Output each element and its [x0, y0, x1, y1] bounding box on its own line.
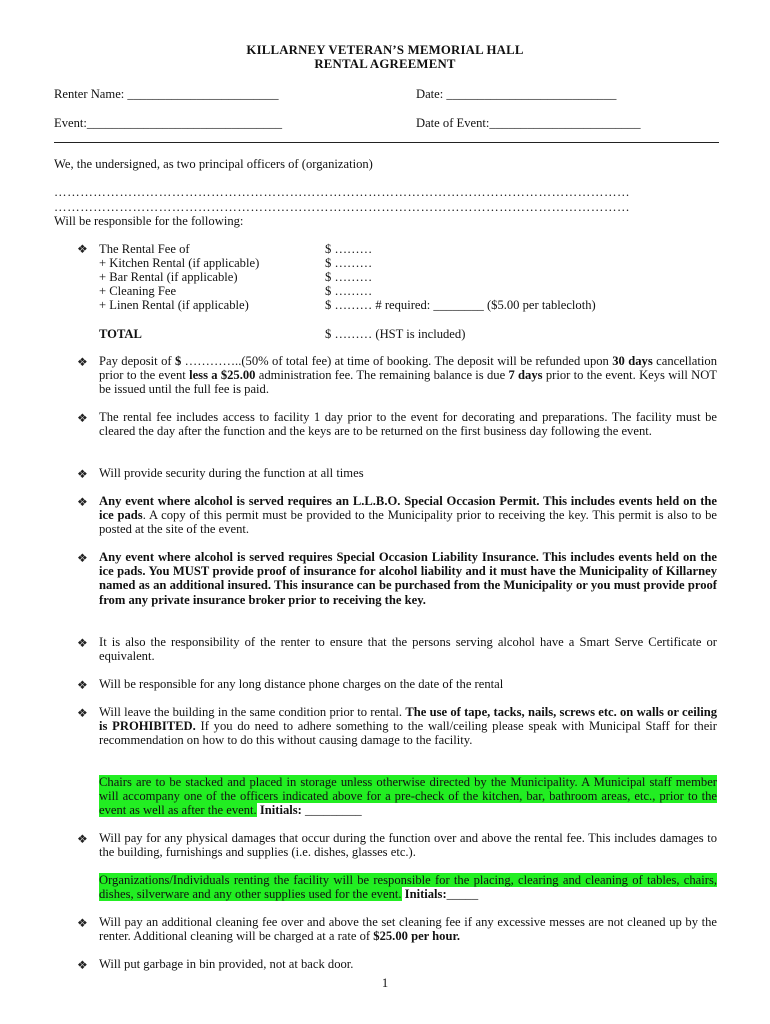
fee-label-bar: + Bar Rental (if applicable): [99, 270, 238, 284]
fee-amount-bar[interactable]: $ ………: [325, 270, 373, 284]
diamond-bullet-icon: ❖: [77, 411, 88, 425]
event-field[interactable]: Event:_______________________________: [54, 116, 283, 130]
organization-line-2[interactable]: ……………………………………………………………………………………………………………………: [54, 200, 631, 214]
condition-clause: Will leave the building in the same condition prior to rental. The use of tape, tacks, nails, screws etc. on walls or ceiling is PROHIBITED. If you do need to adhere something to the wall/ceiling please speak with Municipal Staff for their recommendation on how to do this without causing damage to the facility.: [99, 705, 717, 748]
organization-line-1[interactable]: ……………………………………………………………………………………………………………………: [54, 185, 631, 199]
diamond-bullet-icon: ❖: [77, 242, 88, 256]
security-clause: Will provide security during the function at all times: [99, 466, 364, 480]
diamond-bullet-icon: ❖: [77, 467, 88, 481]
diamond-bullet-icon: ❖: [77, 706, 88, 720]
access-clause: The rental fee includes access to facility 1 day prior to the event for decorating and preparations. The facility must be cleared the day after the function and the keys are to be returned on the first business day following the event.: [99, 410, 717, 439]
responsibility-line: Will be responsible for the following:: [54, 214, 244, 228]
intro-line: We, the undersigned, as two principal officers of (organization): [54, 157, 373, 171]
document-subtitle: RENTAL AGREEMENT: [314, 57, 456, 71]
fee-label-cleaning: + Cleaning Fee: [99, 284, 177, 298]
diamond-bullet-icon: ❖: [77, 958, 88, 972]
chairs-highlight: Chairs are to be stacked and placed in storage unless otherwise directed by the Municipality. A Municipal staff member will accompany one of the officers indicated above for a pre-check of the kitchen, bar, bathroom areas, etc., prior to the event as well as after the event.: [99, 775, 717, 818]
phone-clause: Will be responsible for any long distance phone charges on the date of the rental: [99, 677, 504, 691]
diamond-bullet-icon: ❖: [77, 832, 88, 846]
cleaning-clause: Organizations/Individuals renting the facility will be responsible for the placing, clearing and cleaning of tables, chairs, dishes, silverware and any other supplies used for the event. Initials:_____: [99, 873, 717, 902]
damages-clause: Will pay for any physical damages that occur during the function over and above the rental fee. This includes damages to the building, furnishings and supplies (i.e. dishes, glasses etc.).: [99, 831, 717, 860]
date-field[interactable]: Date: ___________________________: [416, 87, 617, 101]
fee-amount-cleaning[interactable]: $ ………: [325, 284, 373, 298]
fee-label-rental: The Rental Fee of: [99, 242, 190, 256]
fee-label-linen: + Linen Rental (if applicable): [99, 298, 249, 312]
llbo-permit-clause: Any event where alcohol is served requires an L.L.B.O. Special Occasion Permit. This includes events held on the ice pads. A copy of this permit must be provided to the Municipality prior to receiving the key. This permit is also to be posted at the site of the event.: [99, 494, 717, 537]
date-of-event-field[interactable]: Date of Event:________________________: [416, 116, 641, 130]
diamond-bullet-icon: ❖: [77, 551, 88, 565]
chairs-initials-field[interactable]: _________: [305, 803, 362, 818]
deposit-clause: Pay deposit of $ …………..(50% of total fee) at time of booking. The deposit will be refunded upon 30 days cancellation prior to the event less a $25.00 administration fee. The remaining balance is due 7 days prior to the event. Keys will NOT be issued until the full fee is paid.: [99, 354, 717, 397]
total-label: TOTAL: [99, 327, 142, 341]
fee-label-kitchen: + Kitchen Rental (if applicable): [99, 256, 260, 270]
smart-serve-clause: It is also the responsibility of the renter to ensure that the persons serving alcohol have a Smart Serve Certificate or equivalent.: [99, 635, 717, 664]
fee-amount-kitchen[interactable]: $ ………: [325, 256, 373, 270]
chairs-clause: Chairs are to be stacked and placed in storage unless otherwise directed by the Municipality. A Municipal staff member will accompany one of the officers indicated above for a pre-check of the kitchen, bar, bathroom areas, etc., prior to the event as well as after the event. Initials: _________: [99, 775, 717, 818]
diamond-bullet-icon: ❖: [77, 355, 88, 369]
renter-name-field[interactable]: Renter Name: ________________________: [54, 87, 279, 101]
cleaning-highlight: Organizations/Individuals renting the facility will be responsible for the placing, clearing and cleaning of tables, chairs, dishes, silverware and any other supplies used for the event.: [99, 873, 717, 902]
fee-amount-linen[interactable]: $ ……… # required: ________ ($5.00 per tablecloth): [325, 298, 596, 312]
insurance-clause: Any event where alcohol is served requires Special Occasion Liability Insurance. This includes events held on the ice pads. You MUST provide proof of insurance for alcohol liability and it must have the Municipality of Killarney named as an additional insured. This insurance can be purchased from the Municipality or you must provide proof from any private insurance broker prior to receiving the key.: [99, 550, 717, 607]
garbage-clause: Will put garbage in bin provided, not at back door.: [99, 957, 354, 971]
total-amount[interactable]: $ ……… (HST is included): [325, 327, 466, 341]
document-title: KILLARNEY VETERAN’S MEMORIAL HALL: [246, 43, 524, 57]
divider: [54, 142, 719, 143]
extra-cleaning-clause: Will pay an additional cleaning fee over and above the set cleaning fee if any excessive messes are not cleaned up by the renter. Additional cleaning will be charged at a rate of $25.00 per hour.: [99, 915, 717, 944]
diamond-bullet-icon: ❖: [77, 916, 88, 930]
diamond-bullet-icon: ❖: [77, 678, 88, 692]
fee-amount-rental[interactable]: $ ………: [325, 242, 373, 256]
cleaning-initials-field[interactable]: _____: [446, 887, 479, 902]
diamond-bullet-icon: ❖: [77, 495, 88, 509]
page-number: 1: [381, 976, 389, 990]
diamond-bullet-icon: ❖: [77, 636, 88, 650]
